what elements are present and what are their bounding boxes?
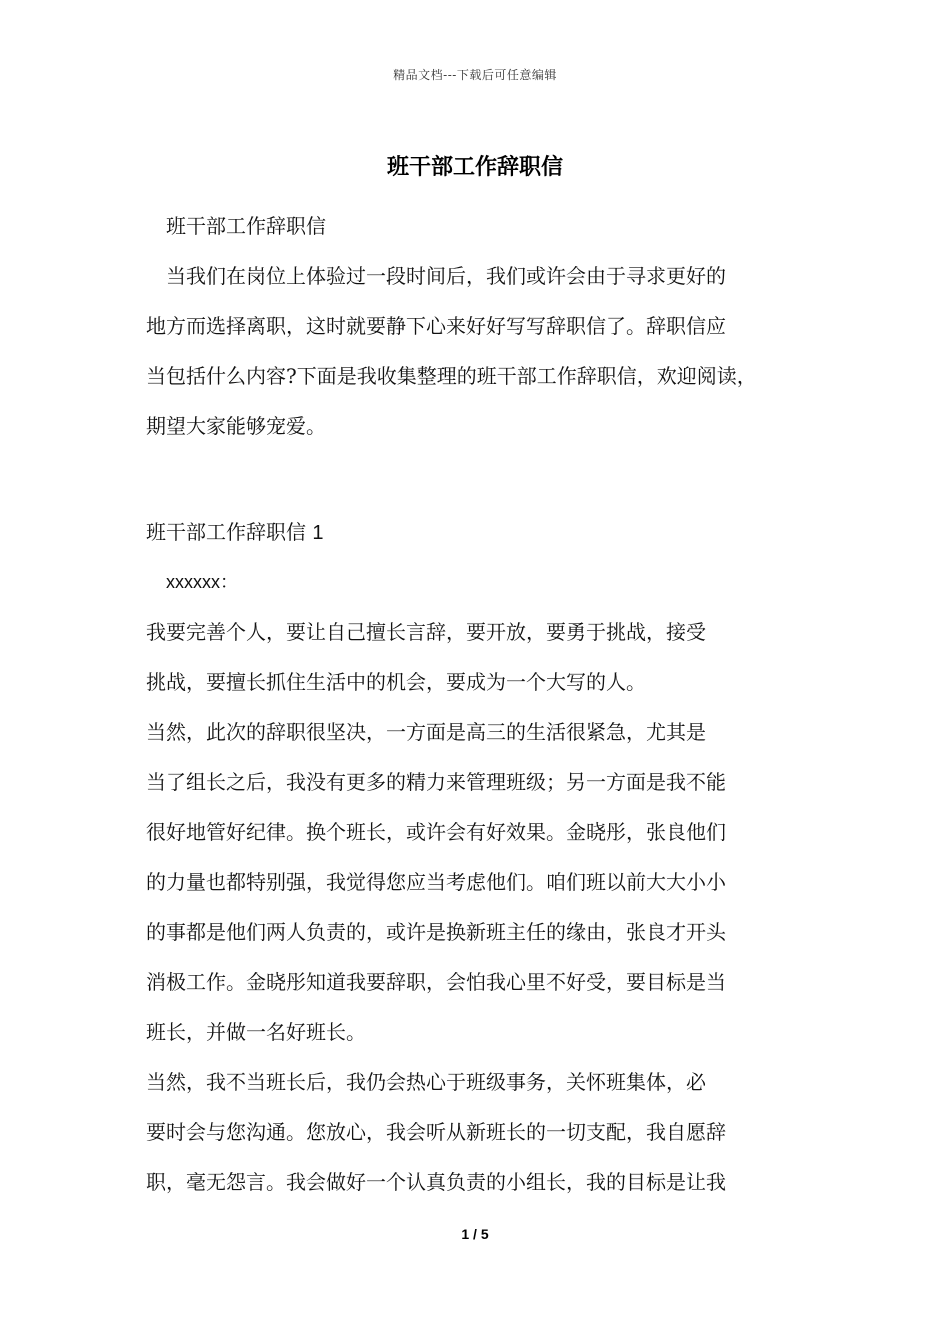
document-title: 班干部工作辞职信	[386, 154, 563, 180]
paragraph-line: 要时会与您沟通。您放心，我会听从新班长的一切支配，我自愿辞	[146, 1120, 726, 1144]
header-note: 精品文档---下载后可任意编辑	[393, 68, 557, 82]
salutation: xxxxxx：	[166, 572, 238, 592]
intro-paragraph	[146, 251, 806, 451]
section-title-text: 班干部工作辞职信	[146, 520, 306, 544]
paragraph-line: 当了组长之后，我没有更多的精力来管理班级；另一方面是我不能	[146, 770, 726, 794]
section-title	[146, 507, 806, 557]
paragraph-line: 消极工作。金晓彤知道我要辞职，会怕我心里不好受，要目标是当	[146, 970, 726, 994]
paragraph-1	[146, 607, 806, 707]
paragraph-line: 很好地管好纪律。换个班长，或许会有好效果。金晓彤，张良他们	[146, 820, 726, 844]
section-gap	[146, 451, 806, 507]
page-indicator: 1 / 5	[461, 1226, 489, 1242]
paragraph-3	[146, 1057, 806, 1207]
paragraph-line: 挑战，要擅长抓住生活中的机会，要成为一个大写的人。	[146, 670, 646, 694]
paragraph-line: 我要完善个人，要让自己擅长言辞，要开放，要勇于挑战，接受	[146, 620, 706, 644]
document-subtitle: 班干部工作辞职信	[166, 214, 326, 238]
paragraph-line: 班长，并做一名好班长。	[146, 1020, 366, 1044]
paragraph-line: 的力量也都特别强，我觉得您应当考虑他们。咱们班以前大大小小	[146, 870, 726, 894]
document-body	[146, 201, 806, 1207]
section-number: 1	[312, 522, 324, 544]
intro-line: 地方而选择离职，这时就要静下心来好好写写辞职信了。辞职信应	[146, 314, 726, 338]
intro-line: 当包括什么内容?下面是我收集整理的班干部工作辞职信，欢迎阅读，	[146, 364, 757, 388]
intro-line: 当我们在岗位上体验过一段时间后，我们或许会由于寻求更好的	[146, 264, 726, 288]
paragraph-line: 的事都是他们两人负责的，或许是换新班主任的缘由，张良才开头	[146, 920, 726, 944]
paragraph-line: 当然，我不当班长后，我仍会热心于班级事务，关怀班集体，必	[146, 1070, 706, 1094]
paragraph-2	[146, 707, 806, 1057]
paragraph-line: 当然，此次的辞职很坚决，一方面是高三的生活很紧急，尤其是	[146, 720, 706, 744]
paragraph-line: 职，毫无怨言。我会做好一个认真负责的小组长，我的目标是让我	[146, 1170, 726, 1194]
intro-line: 期望大家能够宠爱。	[146, 414, 326, 438]
